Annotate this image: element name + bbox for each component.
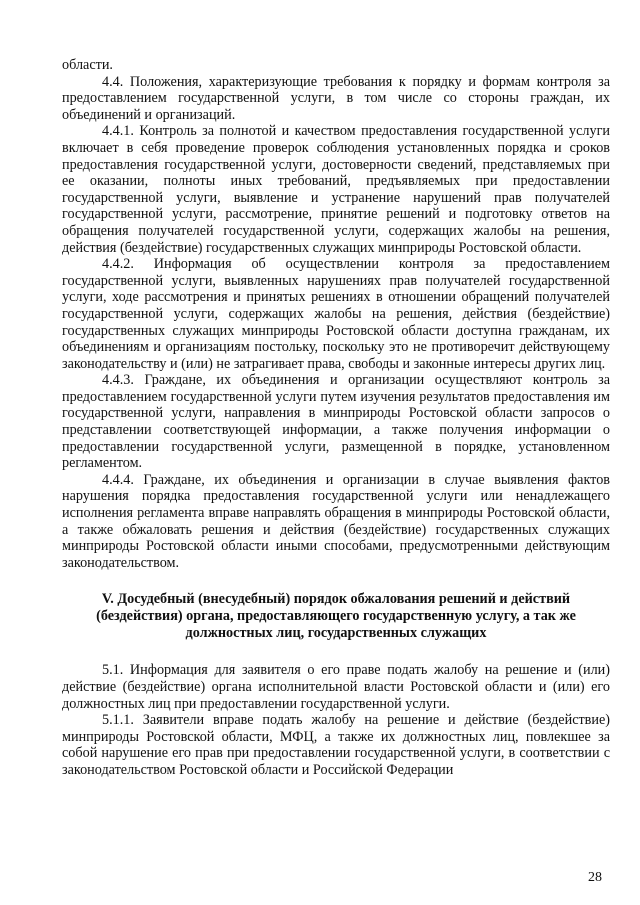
paragraph-continuation: области. <box>62 57 113 73</box>
document-page <box>62 57 610 779</box>
paragraph-4-4-4: 4.4.4. Граждане, их объединения и организации в случае выявления фактов нарушения порядка предоставления государственной услуги или ненадлежащего исполнения регламента вправе направлять обращения в минприроды Ростовской области, а также обжаловать решения и действия (бездействие) государственных служащих минприроды Ростовской области иными способами, предусмотренными действующим законодательством. <box>62 471 610 571</box>
paragraph-4-4-1: 4.4.1. Контроль за полнотой и качеством предоставления государственной услуги включает в себя проведение проверок соблюдения установленных порядка и сроков предоставления государственной услуги, достоверности сведений, представляемых при ее оказании, полноты иных требований, предъявляемых при предоставлении государственной услуги, выявление и устранение нарушений прав получателей государственной услуги, рассмотрение, принятие решений и подготовку ответов на обращения получателей государственной услуги, содержащих жалобы на решения, действия (бездействие) государственных служащих минприроды Ростовской области. <box>62 123 610 256</box>
paragraph-4-4-2: 4.4.2. Информация об осуществлении контроля за предоставлением государственной услуги, выявленных нарушениях прав получателей государственной услуги, ходе рассмотрения и принятых решениях в отношении обращений получателей государственной услуги, содержащих жалобы на решения, действия (бездействие) государственных служащих минприроды Ростовской области доступна гражданам, их объединениям и организациям постольку, поскольку это не противоречит действующему законодательству и (или) не затрагивает права, свободы и законные интересы других лиц. <box>62 256 610 372</box>
page-number: 28 <box>588 870 602 885</box>
paragraph-5-1-1: 5.1.1. Заявители вправе подать жалобу на решение и действие (бездействие) минприроды Ростовской области, МФЦ, а также их должностных лиц, повлекшее за собой нарушение его прав при предоставлении государственной услуги, в соответствии с законодательством Ростовской области и Российской Федерации <box>62 712 610 778</box>
paragraph-4-4: 4.4. Положения, характеризующие требования к порядку и формам контроля за предоставлением государственной услуги, в том числе со стороны граждан, их объединений и организаций. <box>62 73 610 123</box>
paragraph-5-1: 5.1. Информация для заявителя о его праве подать жалобу на решение и (или) действие (бездействие) органа исполнительной власти Ростовской области и (или) его должностных лиц при предоставлении государственной услуги. <box>62 662 610 712</box>
section-heading: V. Досудебный (внесудебный) порядок обжалования решений и действий (бездействия) органа, предоставляющего государственную услугу, а так же должностных лиц, государственных служащих <box>96 591 576 642</box>
paragraph-4-4-3: 4.4.3. Граждане, их объединения и организации осуществляют контроль за предоставлением государственной услуги путем изучения результатов предоставления им государственной услуги, направления в минприроды Ростовской области запросов о представлении соответствующей информации, а также получения информации о предоставлении государственной услуги, размещенной в порядке, установленном регламентом. <box>62 372 610 472</box>
